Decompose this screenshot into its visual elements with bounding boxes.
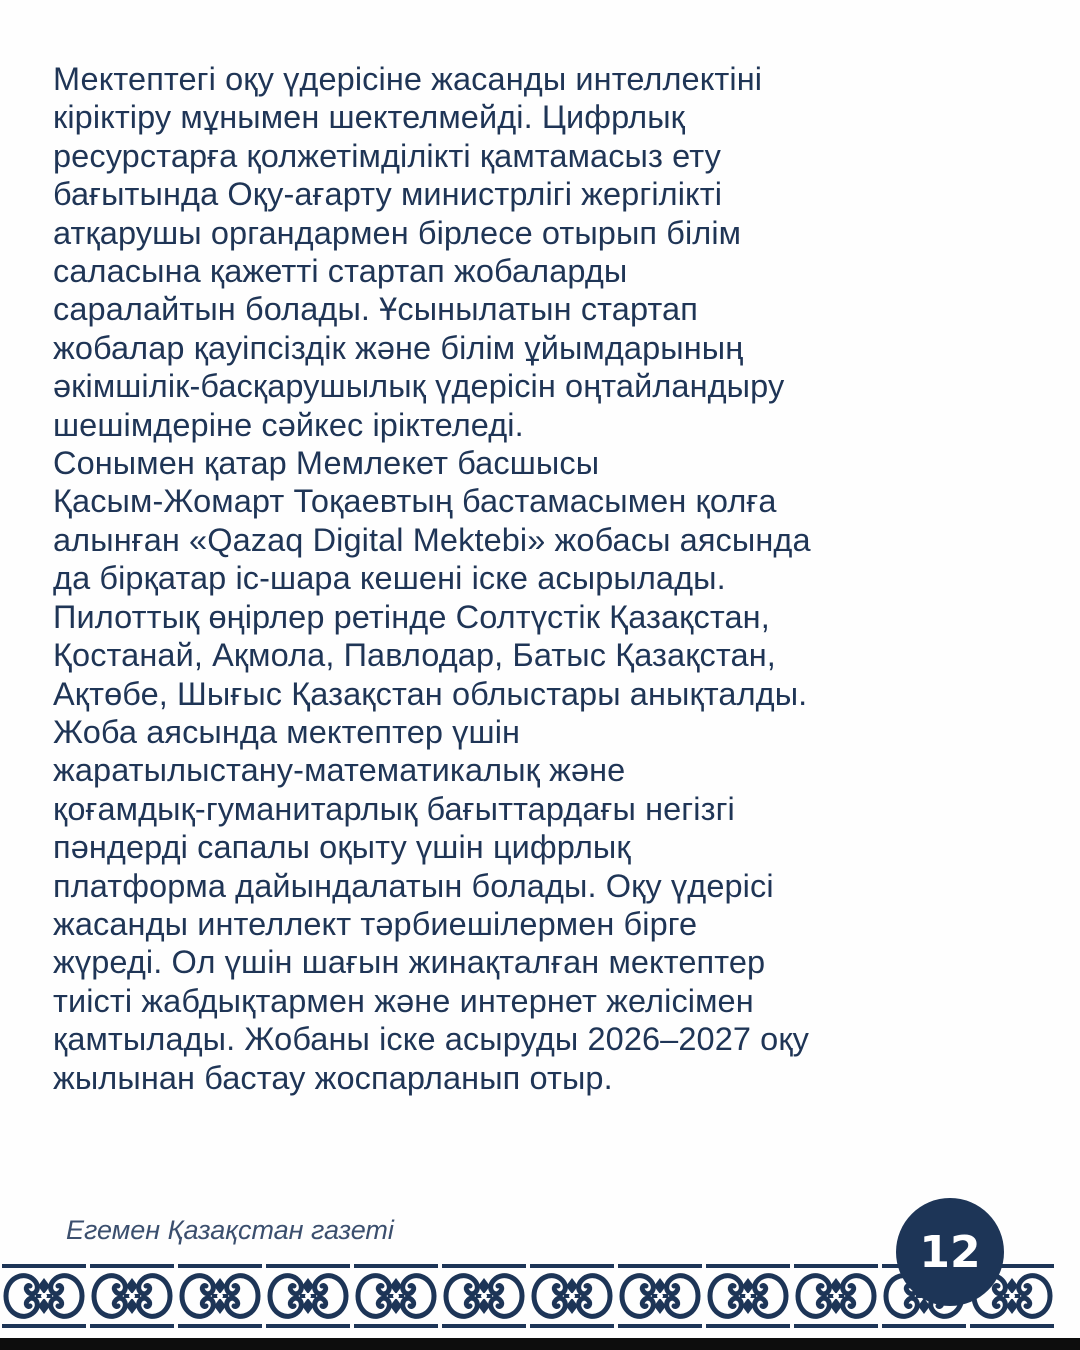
article-line: қамтылады. Жобаны іске асыруды 2026–2027 оқу (53, 1021, 810, 1058)
article-line: шешімдеріне сәйкес іріктеледі. (53, 406, 524, 443)
article-line: әкімшілік-басқарушылық үдерісін оңтайландыру (53, 368, 785, 405)
article-line: тиісті жабдықтармен және интернет желісімен (53, 982, 754, 1019)
article-line: жасанды интеллект тәрбиешілермен бірге (53, 905, 698, 942)
article-line: Қасым-Жомарт Тоқаевтың бастамасымен қолға (53, 483, 777, 520)
article-line: жобалар қауіпсіздік және білім ұйымдарының (53, 329, 744, 366)
article-line: ресурстарға қолжетімділікті қамтамасыз ету (53, 137, 721, 174)
page-number-badge: 12 (896, 1198, 1004, 1306)
article-line: саласына қажетті стартап жобаларды (53, 253, 628, 290)
article-line: Пилоттық өңірлер ретінде Солтүстік Қазақстан, (53, 598, 770, 635)
article-line: жүреді. Ол үшін шағын жинақталған мектептер (53, 944, 766, 981)
article-line: кіріктіру мұнымен шектелмейді. Цифрлық (53, 99, 685, 136)
article-text (53, 60, 1033, 1097)
source-credit: Егемен Қазақстан газеті (66, 1215, 394, 1245)
article-line: пәндерді сапалы оқыту үшін цифрлық (53, 829, 631, 866)
article-line: жылынан бастау жоспарланып отыр. (53, 1059, 613, 1096)
article-line: Қостанай, Ақмола, Павлодар, Батыс Қазақстан, (53, 637, 776, 674)
article-line: жаратылыстану-математикалық және (53, 752, 626, 789)
article-line: атқарушы органдармен бірлесе отырып білім (53, 214, 742, 251)
article-line: Жоба аясында мектептер үшін (53, 713, 521, 750)
article-line: Сонымен қатар Мемлекет басшысы (53, 445, 600, 482)
article-line: Ақтөбе, Шығыс Қазақстан облыстары анықталды. (53, 675, 808, 712)
article-line: платформа дайындалатын болады. Оқу үдерісі (53, 867, 774, 904)
article-line: Мектептегі оқу үдерісіне жасанды интеллектіні (53, 61, 763, 97)
article-line: алынған «Qazaq Digital Mektebi» жобасы аясында (53, 521, 811, 558)
article-line: бағытында Оқу-ағарту министрлігі жергілікті (53, 176, 723, 213)
article-line: да бірқатар іс-шара кешені іске асырылады. (53, 560, 726, 597)
article-line: саралайтын болады. Ұсынылатын стартап (53, 291, 698, 328)
bottom-border-line (0, 1338, 1080, 1350)
article-line: қоғамдық-гуманитарлық бағыттардағы негізгі (53, 790, 735, 827)
